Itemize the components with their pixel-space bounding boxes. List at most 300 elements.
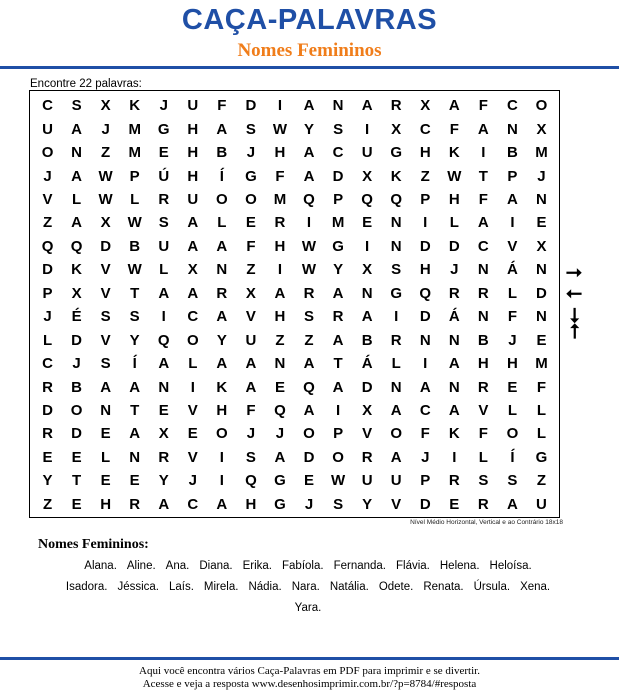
grid-cell: L: [391, 355, 401, 373]
grid-cell: T: [333, 355, 343, 373]
grid-cell: W: [330, 472, 346, 490]
grid-cell: Q: [361, 190, 373, 208]
grid-cell: E: [362, 214, 373, 232]
grid-cell: D: [42, 401, 53, 419]
grid-cell: H: [100, 495, 112, 513]
grid-cell: U: [158, 237, 170, 255]
grid-cell: R: [448, 284, 460, 302]
word-list-item: Laís.: [168, 581, 194, 593]
grid-cell: R: [274, 214, 286, 232]
grid-cell: R: [129, 495, 141, 513]
grid-cell: N: [448, 331, 460, 349]
grid-cell: G: [245, 167, 257, 185]
grid-cell: J: [43, 308, 52, 326]
grid-cell: L: [217, 214, 227, 232]
grid-cell: F: [246, 401, 256, 419]
grid-cell: N: [477, 261, 489, 279]
grid-cell: A: [506, 190, 518, 208]
grid-cell: U: [187, 97, 199, 115]
grid-cell: P: [507, 167, 518, 185]
grid-cell: Q: [70, 237, 83, 255]
grid-cell: R: [361, 448, 373, 466]
grid-cell: Z: [304, 331, 314, 349]
grid-cell: A: [216, 308, 228, 326]
grid-cell: A: [216, 355, 228, 373]
instructions-text: Encontre 22 palavras:: [30, 78, 142, 90]
word-list-item: Alana.: [84, 560, 117, 572]
grid-cell: A: [303, 144, 315, 162]
grid-cell: V: [478, 401, 489, 419]
grid-cell: H: [187, 144, 199, 162]
grid-cell: O: [41, 144, 54, 162]
grid-cell: D: [332, 167, 344, 185]
word-list-item: Diana.: [199, 560, 233, 572]
grid-cell: A: [71, 120, 82, 138]
grid-cell: C: [187, 495, 199, 513]
grid-cell: X: [536, 120, 547, 138]
grid-cell: J: [304, 495, 314, 513]
grid-cell: M: [535, 144, 548, 162]
grid-cell: É: [71, 308, 82, 326]
grid-cell: V: [187, 401, 198, 419]
grid-cell: F: [246, 237, 256, 255]
grid-cell: Y: [129, 331, 140, 349]
grid-cell: G: [390, 144, 403, 162]
grid-cell: Z: [536, 472, 547, 490]
grid-cell: S: [507, 472, 518, 490]
grid-cell: H: [448, 190, 460, 208]
word-list-item: Ana.: [165, 560, 190, 572]
grid-cell: F: [217, 97, 227, 115]
grid-cell: A: [390, 448, 402, 466]
grid-cell: E: [158, 401, 169, 419]
grid-cell: G: [274, 495, 286, 513]
word-list-item: Heloísa.: [489, 560, 532, 572]
grid-cell: H: [245, 495, 257, 513]
grid-cell: H: [477, 355, 489, 373]
grid-cell: A: [390, 401, 402, 419]
word-list-item: Natália.: [329, 581, 369, 593]
grid-cell: B: [506, 144, 518, 162]
grid-cell: B: [129, 237, 141, 255]
grid-cell: I: [219, 448, 224, 466]
grid-cell: N: [390, 237, 402, 255]
grid-cell: Y: [333, 261, 344, 279]
grid-cell: N: [536, 308, 547, 326]
grid-cell: O: [216, 190, 228, 208]
grid-cell: K: [71, 261, 82, 279]
grid-cell: C: [332, 144, 344, 162]
grid-cell: D: [419, 495, 431, 513]
grid-cell: H: [216, 401, 228, 419]
grid-cell: S: [245, 120, 256, 138]
grid-cell: Í: [510, 448, 515, 466]
grid-cell: D: [100, 237, 112, 255]
grid-cell: B: [216, 144, 228, 162]
grid-cell: D: [361, 378, 373, 396]
grid-cell: X: [420, 97, 431, 115]
grid-cell: J: [450, 261, 459, 279]
grid-cell: B: [477, 331, 489, 349]
grid-cell: N: [332, 97, 344, 115]
grid-cell: N: [536, 190, 547, 208]
grid-cell: F: [536, 378, 547, 396]
grid-cell: T: [478, 167, 488, 185]
grid-cell: F: [275, 167, 285, 185]
grid-cell: W: [127, 214, 142, 232]
grid-cell: H: [419, 144, 431, 162]
grid-cell: A: [129, 425, 141, 443]
word-list-item: Nara.: [291, 581, 320, 593]
grid-cell: I: [277, 97, 283, 115]
grid-cell: P: [420, 472, 431, 490]
word-list-item: Jéssica.: [117, 581, 159, 593]
grid-cell: F: [420, 425, 430, 443]
grid-cell: E: [449, 495, 460, 513]
grid-cell: Z: [42, 495, 53, 513]
grid-cell: R: [390, 97, 402, 115]
grid-cell: Í: [219, 167, 224, 185]
grid-cell: A: [332, 378, 344, 396]
grid-cell: D: [303, 448, 315, 466]
grid-cell: A: [332, 284, 344, 302]
grid-cell: K: [448, 425, 460, 443]
grid-cell: L: [536, 401, 547, 419]
grid-cell: H: [274, 308, 286, 326]
grid-cell: N: [71, 144, 82, 162]
grid-cell: X: [100, 97, 111, 115]
grid-cell: Q: [245, 472, 257, 490]
grid-cell: I: [510, 214, 515, 232]
arrow-up-icon: ⭡: [570, 321, 580, 343]
grid-cell: Á: [506, 261, 518, 279]
grid-cell: I: [481, 144, 486, 162]
grid-cell: L: [449, 214, 459, 232]
grid-cell: S: [391, 261, 402, 279]
grid-cell: H: [187, 120, 199, 138]
grid-cell: Z: [275, 331, 285, 349]
grid-cell: N: [477, 308, 489, 326]
grid-cell: Í: [132, 355, 137, 373]
grid-cell: F: [478, 97, 488, 115]
grid-cell: O: [535, 97, 548, 115]
grid-cell: D: [245, 97, 257, 115]
grid-cell: A: [477, 214, 489, 232]
word-list-item: Helena.: [439, 560, 480, 572]
grid-cell: I: [219, 472, 224, 490]
grid-cell: I: [452, 448, 457, 466]
grid-cell: Q: [303, 190, 315, 208]
grid-cell: C: [419, 401, 431, 419]
grid-cell: D: [42, 261, 53, 279]
word-list-item: Aline.: [126, 560, 156, 572]
grid-cell: Q: [303, 378, 315, 396]
grid-cell: O: [245, 190, 257, 208]
grid-cell: I: [161, 308, 166, 326]
word-list-item: Xena.: [520, 581, 551, 593]
grid-cell: R: [477, 495, 489, 513]
grid-cell: N: [390, 378, 402, 396]
grid-cell: M: [535, 355, 548, 373]
grid-cell: G: [274, 472, 286, 490]
grid-cell: O: [70, 401, 83, 419]
grid-cell: X: [100, 214, 111, 232]
grid-cell: N: [536, 261, 547, 279]
grid-cell: Ú: [158, 167, 170, 185]
grid-cell: A: [129, 378, 141, 396]
grid-cell: A: [448, 97, 460, 115]
grid-cell: E: [304, 472, 315, 490]
level-note: Nível Médio Horizontal, Vertical e ao Contrário 18x18: [410, 519, 563, 526]
grid-cell: E: [100, 472, 111, 490]
grid-cell: P: [333, 425, 344, 443]
grid-cell: U: [536, 495, 547, 513]
grid-cell: A: [216, 495, 228, 513]
grid-cell: J: [246, 425, 256, 443]
grid-cell: P: [420, 190, 431, 208]
grid-cell: T: [71, 472, 82, 490]
grid-cell: V: [507, 237, 518, 255]
grid-cell: N: [506, 120, 518, 138]
word-search-grid: [29, 90, 560, 518]
word-list-item: Isadora.: [65, 581, 108, 593]
grid-cell: S: [158, 214, 169, 232]
grid-cell: I: [335, 401, 341, 419]
grid-cell: M: [128, 120, 141, 138]
grid-cell: V: [100, 331, 111, 349]
grid-cell: W: [301, 237, 317, 255]
grid-cell: N: [158, 378, 170, 396]
grid-cell: J: [101, 120, 110, 138]
grid-cell: N: [100, 401, 112, 419]
grid-cell: X: [362, 261, 373, 279]
footer: [0, 665, 619, 691]
grid-cell: Á: [448, 308, 460, 326]
grid-cell: V: [245, 308, 256, 326]
grid-cell: A: [245, 355, 257, 373]
grid-cell: U: [187, 190, 199, 208]
grid-cell: U: [42, 120, 53, 138]
grid-cell: J: [275, 425, 285, 443]
grid-cell: V: [100, 284, 111, 302]
grid-cell: A: [448, 401, 460, 419]
grid-cell: S: [245, 448, 256, 466]
grid-cell: N: [448, 378, 460, 396]
grid-cell: L: [478, 448, 488, 466]
word-list-item: Yara.: [294, 602, 322, 614]
grid-cell: J: [188, 472, 197, 490]
grid-cell: V: [42, 190, 53, 208]
grid-cell: N: [274, 355, 286, 373]
grid-cell: F: [507, 308, 517, 326]
grid-cell: Z: [420, 167, 430, 185]
grid-cell: V: [362, 425, 373, 443]
word-list-heading: Nomes Femininos:: [38, 537, 149, 552]
grid-cell: G: [332, 237, 344, 255]
grid-cell: C: [419, 120, 431, 138]
grid-cell: P: [333, 190, 344, 208]
grid-cell: B: [71, 378, 82, 396]
grid-cell: A: [187, 237, 199, 255]
grid-cell: L: [159, 261, 169, 279]
grid-cell: Y: [42, 472, 53, 490]
grid-cell: F: [478, 190, 488, 208]
grid-cell: E: [158, 144, 169, 162]
grid-cell: X: [536, 237, 547, 255]
grid-cell: A: [158, 355, 170, 373]
grid-cell: Y: [158, 472, 169, 490]
grid-cell: R: [332, 308, 344, 326]
grid-cell: A: [158, 495, 170, 513]
grid-cell: B: [361, 331, 373, 349]
grid-cell: E: [507, 378, 518, 396]
grid-cell: Y: [216, 331, 227, 349]
grid-cell: N: [419, 331, 431, 349]
grid-cell: S: [71, 97, 82, 115]
grid-cell: W: [127, 261, 142, 279]
grid-cell: Q: [41, 237, 54, 255]
grid-cell: E: [100, 425, 111, 443]
grid-cell: A: [245, 378, 257, 396]
arrow-left-icon: ⭠: [566, 282, 582, 304]
grid-cell: Q: [419, 284, 432, 302]
page-subtitle: Nomes Femininos: [237, 40, 382, 61]
grid-cell: A: [448, 355, 460, 373]
grid-cell: J: [508, 331, 517, 349]
grid-cell: T: [130, 284, 140, 302]
grid-cell: L: [507, 284, 517, 302]
grid-cell: D: [71, 331, 82, 349]
grid-cell: R: [42, 378, 53, 396]
grid-cell: N: [390, 214, 402, 232]
word-list-item: Mirela.: [203, 581, 239, 593]
grid-cell: M: [128, 144, 141, 162]
grid-cell: S: [100, 308, 111, 326]
grid-cell: O: [332, 448, 344, 466]
grid-cell: K: [129, 97, 141, 115]
grid-cell: W: [98, 190, 113, 208]
grid-cell: K: [216, 378, 228, 396]
grid-cell: A: [332, 331, 344, 349]
grid-cell: Q: [157, 331, 170, 349]
grid-cell: X: [71, 284, 82, 302]
grid-cell: A: [303, 97, 315, 115]
grid-cell: H: [274, 237, 286, 255]
grid-cell: G: [157, 120, 170, 138]
word-list-item: Nádia.: [248, 581, 282, 593]
grid-cell: R: [158, 448, 170, 466]
grid-cell: Q: [390, 190, 403, 208]
grid-cell: R: [390, 331, 402, 349]
grid-cell: E: [536, 331, 547, 349]
word-list: [30, 556, 586, 619]
grid-cell: O: [186, 331, 199, 349]
grid-cell: X: [158, 425, 169, 443]
arrow-right-icon: ⭢: [566, 261, 582, 283]
grid-cell: A: [158, 284, 170, 302]
grid-cell: I: [306, 214, 312, 232]
grid-cell: L: [536, 425, 547, 443]
grid-cell: E: [71, 495, 82, 513]
grid-cell: X: [187, 261, 198, 279]
grid-cell: A: [216, 120, 228, 138]
grid-cell: X: [245, 284, 256, 302]
grid-cell: W: [98, 167, 113, 185]
grid-cell: J: [43, 167, 52, 185]
grid-cell: A: [274, 448, 286, 466]
grid-cell: L: [42, 331, 53, 349]
grid-cell: L: [130, 190, 140, 208]
grid-cell: O: [390, 425, 403, 443]
grid-cell: W: [272, 120, 288, 138]
grid-cell: L: [101, 448, 111, 466]
grid-cell: J: [421, 448, 430, 466]
grid-cell: V: [391, 495, 402, 513]
grid-cell: C: [42, 355, 53, 373]
word-list-item: Fernanda.: [333, 560, 386, 572]
grid-cell: L: [507, 401, 517, 419]
grid-cell: W: [447, 167, 462, 185]
grid-cell: T: [130, 401, 140, 419]
grid-cell: A: [303, 355, 315, 373]
grid-cell: A: [361, 308, 373, 326]
grid-cell: U: [390, 472, 402, 490]
word-list-item: Flávia.: [396, 560, 430, 572]
grid-cell: G: [535, 448, 548, 466]
grid-cell: I: [394, 308, 399, 326]
grid-cell: A: [419, 378, 431, 396]
page-title: CAÇA-PALAVRAS: [181, 4, 438, 36]
word-list-item: Fabíola.: [282, 560, 324, 572]
grid-cell: U: [361, 472, 373, 490]
grid-cell: P: [129, 167, 140, 185]
word-list-item: Erika.: [242, 560, 272, 572]
grid-cell: J: [159, 97, 168, 115]
word-list-item: Odete.: [378, 581, 414, 593]
grid-cell: E: [274, 378, 285, 396]
grid-cell: C: [42, 97, 53, 115]
grid-cell: G: [390, 284, 403, 302]
grid-cell: W: [301, 261, 317, 279]
grid-cell: A: [100, 378, 112, 396]
grid-cell: E: [42, 448, 53, 466]
grid-cell: I: [190, 378, 195, 396]
grid-cell: Y: [304, 120, 315, 138]
grid-cell: I: [365, 120, 370, 138]
grid-cell: R: [303, 284, 315, 302]
grid-cell: A: [303, 401, 315, 419]
grid-cell: D: [71, 425, 82, 443]
grid-cell: E: [129, 472, 140, 490]
grid-cell: O: [216, 425, 228, 443]
footer-line-2: Acesse e veja a resposta www.desenhosimprimir.com.br/?p=8784/#resposta: [142, 678, 477, 690]
grid-cell: R: [158, 190, 170, 208]
grid-cell: Y: [362, 495, 373, 513]
grid-cell: X: [362, 167, 373, 185]
grid-cell: V: [100, 261, 111, 279]
grid-cell: E: [71, 448, 82, 466]
grid-cell: J: [537, 167, 546, 185]
grid-cell: Q: [274, 401, 286, 419]
grid-cell: X: [391, 120, 402, 138]
grid-cell: I: [277, 261, 283, 279]
grid-cell: R: [477, 284, 489, 302]
grid-cell: U: [361, 144, 373, 162]
grid-cell: K: [390, 167, 402, 185]
grid-cell: X: [362, 401, 373, 419]
word-list-item: Renata.: [423, 581, 464, 593]
grid-cell: O: [506, 425, 519, 443]
